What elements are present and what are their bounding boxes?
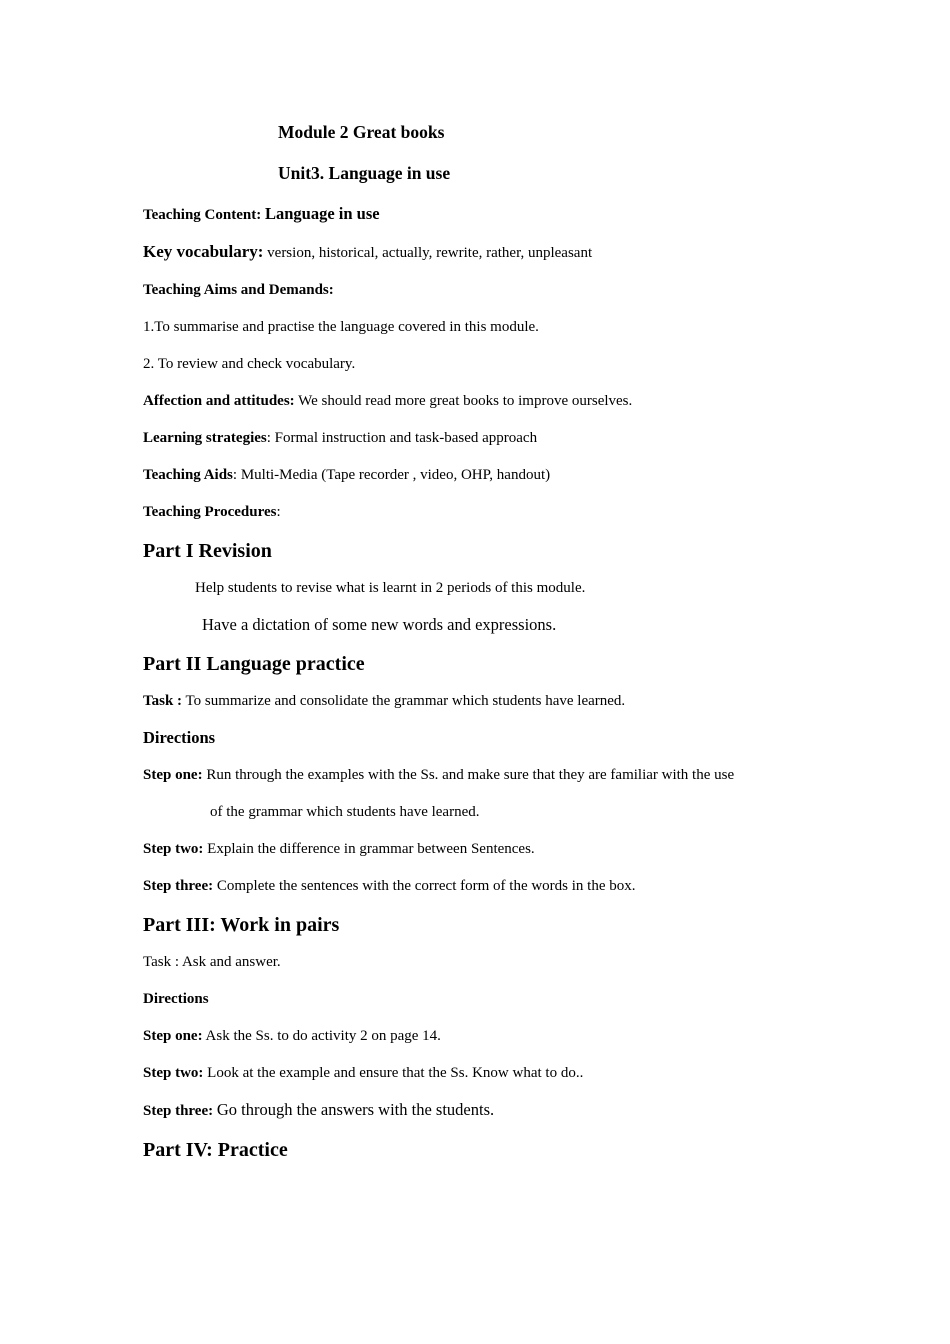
- part3-step3-value: Go through the answers with the students.: [216, 1100, 495, 1119]
- part1-line1: Help students to revise what is learnt in 2 periods of this module.: [195, 580, 586, 596]
- affection-line: [143, 391, 890, 411]
- aim-item-2: 2. To review and check vocabulary.: [143, 356, 356, 372]
- strategies-value: : Formal instruction and task-based approach: [266, 430, 538, 446]
- teaching-content-line: [143, 204, 890, 225]
- document-title-block: [278, 122, 890, 184]
- part2-task-value: To summarize and consolidate the grammar which students have learned.: [185, 693, 626, 709]
- teaching-content-label: Teaching Content:: [143, 207, 262, 223]
- part2-task-line: [143, 691, 890, 711]
- document-subtitle: Unit3. Language in use: [278, 163, 451, 183]
- key-vocabulary-label: Key vocabulary:: [143, 242, 264, 261]
- aids-line: [143, 465, 890, 485]
- part2-heading: Part II Language practice: [143, 653, 365, 675]
- part2-directions-heading: Directions: [143, 728, 216, 747]
- part3-task-line: Task : Ask and answer.: [143, 954, 281, 970]
- part2-step2-label: Step two:: [143, 841, 204, 857]
- part3-step1-value: Ask the Ss. to do activity 2 on page 14.: [205, 1028, 441, 1044]
- aids-value: : Multi-Media (Tape recorder , video, OHP, handout): [232, 467, 551, 483]
- part1-line2: Have a dictation of some new words and expressions.: [202, 615, 557, 634]
- key-vocabulary-line: [143, 242, 890, 263]
- part3-step3-line: [143, 1100, 890, 1121]
- part2-step3-value: Complete the sentences with the correct form of the words in the box.: [216, 878, 636, 894]
- part3-step1-label: Step one:: [143, 1028, 203, 1044]
- aims-heading: Teaching Aims and Demands:: [143, 282, 334, 298]
- part3-step1-line: [143, 1026, 890, 1046]
- part2-step1-label: Step one:: [143, 767, 203, 783]
- part3-directions-heading: Directions: [143, 991, 209, 1007]
- aim-item-1: 1.To summarise and practise the language covered in this module.: [143, 319, 539, 335]
- part4-heading: Part IV: Practice: [143, 1139, 288, 1161]
- procedures-line: [143, 502, 890, 522]
- part2-step1-value: Run through the examples with the Ss. and make sure that they are familiar with the use: [206, 767, 735, 783]
- part2-task-label: Task :: [143, 693, 183, 709]
- strategies-label: Learning strategies: [143, 430, 267, 446]
- part1-heading: Part I Revision: [143, 540, 272, 562]
- part3-step2-label: Step two:: [143, 1065, 204, 1081]
- teaching-content-value: Language in use: [264, 204, 380, 223]
- part2-step3-line: [143, 876, 890, 896]
- procedures-label: Teaching Procedures: [143, 504, 277, 520]
- affection-value: We should read more great books to improve ourselves.: [298, 393, 633, 409]
- part2-step2-value: Explain the difference in grammar between Sentences.: [207, 841, 535, 857]
- part2-step1-line: [143, 765, 890, 785]
- aids-label: Teaching Aids: [143, 467, 233, 483]
- part2-step2-line: [143, 839, 890, 859]
- procedures-value: :: [276, 504, 281, 520]
- document-title: Module 2 Great books: [278, 122, 445, 142]
- affection-label: Affection and attitudes:: [143, 393, 295, 409]
- part2-step1-continuation: of the grammar which students have learned.: [210, 804, 480, 820]
- part3-heading: Part III: Work in pairs: [143, 914, 340, 936]
- part3-step2-value: Look at the example and ensure that the Ss. Know what to do..: [207, 1065, 584, 1081]
- part2-step3-label: Step three:: [143, 878, 214, 894]
- key-vocabulary-value: version, historical, actually, rewrite, rather, unpleasant: [267, 245, 593, 261]
- part3-step3-label: Step three:: [143, 1103, 214, 1119]
- strategies-line: [143, 428, 890, 448]
- part3-step2-line: [143, 1063, 890, 1083]
